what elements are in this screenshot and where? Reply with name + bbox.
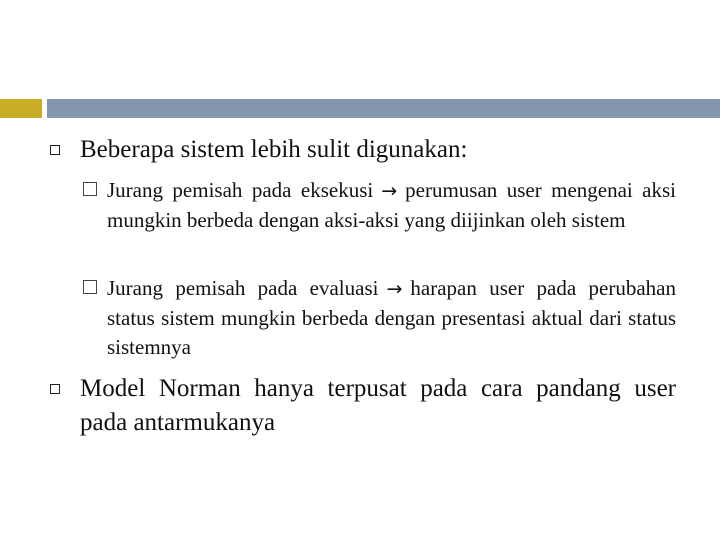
sub-bullet-text-end: perumusan user mengenai aksi mungkin berbeda dengan aksi-aksi yang diijinkan oleh sistem	[107, 178, 677, 232]
sub-bullet-text-end: harapan user pada perubahan status sistem mungkin berbeda dengan presentasi aktual dari status sistemnya	[107, 276, 676, 359]
right-arrow-icon: →	[386, 278, 403, 300]
bullet-text: Beberapa sistem lebih sulit digunakan:	[80, 136, 468, 163]
right-arrow-icon: →	[381, 180, 398, 202]
sub-bullet-checkbox-icon	[83, 280, 97, 294]
sub-bullet-text-start: Jurang pemisah pada eksekusi	[107, 178, 374, 202]
header-accent-bar	[0, 99, 42, 118]
sub-bullet-text-start: Jurang pemisah pada evaluasi	[107, 276, 379, 300]
sub-bullet-text	[107, 274, 676, 362]
bullet-square-icon	[50, 384, 60, 394]
bullet-text: Model Norman hanya terpusat pada cara pandang user pada antarmukanya	[80, 375, 676, 436]
sub-bullet-checkbox-icon	[83, 182, 97, 196]
bullet-square-icon	[50, 145, 60, 155]
header-bar	[47, 99, 720, 118]
sub-bullet-text	[107, 176, 676, 235]
